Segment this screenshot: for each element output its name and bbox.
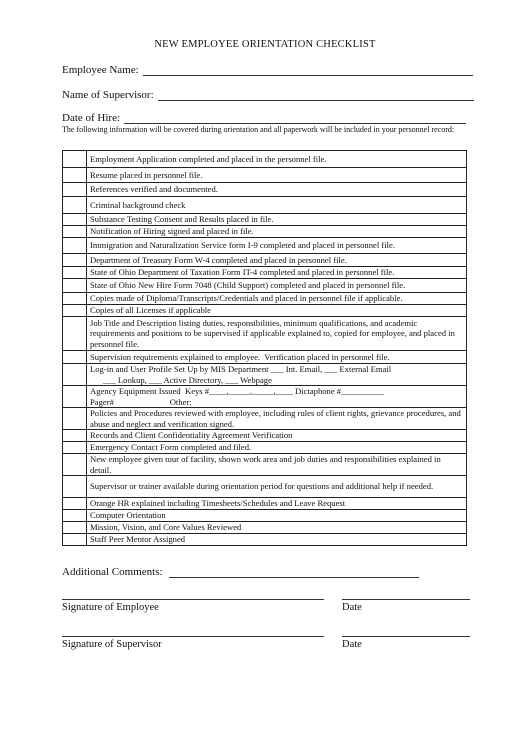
additional-comments-label: Additional Comments:	[62, 566, 163, 578]
checklist-item-text: New employee given tour of facility, shown work area and job duties and responsibilities explained in detail.	[87, 454, 467, 476]
checkbox-cell[interactable]	[63, 430, 87, 442]
checklist-item-text: Job Title and Description listing duties, responsibilities, minimum qualifications, and academic requirements and positions to be supervised if applicable explained to, copied for employee, and placed in personnel file.	[87, 317, 467, 351]
employee-signature-line[interactable]	[62, 599, 324, 600]
checklist-item-text: Supervision requirements explained to employee. Verification placed in personnel file.	[87, 351, 467, 364]
checklist-item-text: Supervisor or trainer available during orientation period for questions and additional help if needed.	[87, 476, 467, 498]
supervisor-signature-label: Signature of Supervisor	[62, 639, 162, 650]
checklist-row	[63, 364, 467, 386]
intro-text: The following information will be covered during orientation and all paperwork will be included in your personnel record:	[62, 125, 455, 134]
checklist-row	[63, 408, 467, 430]
checklist-row	[63, 238, 467, 254]
checklist-row	[63, 279, 467, 293]
checklist-item-text: Resume placed in personnel file.	[87, 168, 467, 183]
checklist-item-text: Orange HR explained including Timesheets/Schedules and Leave Request	[87, 498, 467, 510]
checkbox-cell[interactable]	[63, 364, 87, 386]
checklist-row	[63, 183, 467, 197]
checkbox-cell[interactable]	[63, 279, 87, 293]
checkbox-cell[interactable]	[63, 498, 87, 510]
additional-comments-line[interactable]	[169, 566, 419, 578]
checkbox-cell[interactable]	[63, 534, 87, 546]
checkbox-cell[interactable]	[63, 226, 87, 238]
checkbox-cell[interactable]	[63, 214, 87, 226]
checkbox-cell[interactable]	[63, 408, 87, 430]
checkbox-cell[interactable]	[63, 238, 87, 254]
supervisor-name-field[interactable]	[62, 89, 474, 101]
checklist-item-text: Substance Testing Consent and Results placed in file.	[87, 214, 467, 226]
checklist-item-text: Immigration and Naturalization Service form I-9 completed and placed in personnel file.	[87, 238, 467, 254]
checkbox-cell[interactable]	[63, 305, 87, 317]
checklist-item-text: Emergency Contact Form completed and filed.	[87, 442, 467, 454]
checklist-row	[63, 442, 467, 454]
supervisor-name-label: Name of Supervisor:	[62, 89, 154, 101]
checkbox-cell[interactable]	[63, 151, 87, 168]
employee-date-line[interactable]	[342, 599, 470, 600]
checklist-item-text: Agency Equipment Issued Keys #____,_____,_____,____ Dictaphone #__________ Pager# Other:	[87, 386, 467, 408]
supervisor-date-line[interactable]	[342, 636, 470, 637]
checklist-item-text: Department of Treasury Form W-4 completed and placed in personnel file.	[87, 254, 467, 267]
employee-name-field[interactable]	[62, 64, 473, 76]
checkbox-cell[interactable]	[63, 168, 87, 183]
supervisor-name-line[interactable]	[158, 89, 474, 101]
checklist-row	[63, 317, 467, 351]
checkbox-cell[interactable]	[63, 522, 87, 534]
checklist-item-text: Criminal background check	[87, 197, 467, 214]
checklist-row	[63, 151, 467, 168]
checklist-item-text: References verified and documented.	[87, 183, 467, 197]
checklist-item-text: Copies made of Diploma/Transcripts/Credentials and placed in personnel file if applicable.	[87, 293, 467, 305]
date-of-hire-field[interactable]	[62, 112, 466, 124]
checklist-item-text: Staff Peer Mentor Assigned	[87, 534, 467, 546]
checklist-row	[63, 197, 467, 214]
checkbox-cell[interactable]	[63, 386, 87, 408]
checkbox-cell[interactable]	[63, 442, 87, 454]
checkbox-cell[interactable]	[63, 197, 87, 214]
checklist-item-text: Computer Orientation	[87, 510, 467, 522]
checklist-item-text: Mission, Vision, and Core Values Reviewed	[87, 522, 467, 534]
checkbox-cell[interactable]	[63, 317, 87, 351]
checkbox-cell[interactable]	[63, 454, 87, 476]
checklist-row	[63, 386, 467, 408]
checklist-item-text: Log-in and User Profile Set Up by MIS Department ___ Int. Email, ___ External Email ___ Lookup, ___ Active Directory, ___ Webpage	[87, 364, 467, 386]
checkbox-cell[interactable]	[63, 183, 87, 197]
checklist-row	[63, 351, 467, 364]
checklist-item-text: State of Ohio New Hire Form 7048 (Child Support) completed and placed in personnel file.	[87, 279, 467, 293]
checklist-row	[63, 168, 467, 183]
checkbox-cell[interactable]	[63, 510, 87, 522]
checklist-row	[63, 293, 467, 305]
checkbox-cell[interactable]	[63, 254, 87, 267]
checklist-row	[63, 214, 467, 226]
date-of-hire-line[interactable]	[124, 112, 466, 124]
checkbox-cell[interactable]	[63, 476, 87, 498]
supervisor-signature-line[interactable]	[62, 636, 324, 637]
employee-signature-label: Signature of Employee	[62, 602, 159, 613]
checkbox-cell[interactable]	[63, 267, 87, 279]
checkbox-cell[interactable]	[63, 351, 87, 364]
checklist-row	[63, 305, 467, 317]
checklist-row	[63, 510, 467, 522]
checklist-item-text: Employment Application completed and placed in the personnel file.	[87, 151, 467, 168]
date-of-hire-label: Date of Hire:	[62, 112, 121, 124]
checkbox-cell[interactable]	[63, 293, 87, 305]
employee-name-label: Employee Name:	[62, 64, 139, 76]
additional-comments-field[interactable]	[62, 566, 419, 578]
checklist-row	[63, 454, 467, 476]
checklist-row	[63, 226, 467, 238]
checklist-item-text: State of Ohio Department of Taxation Form IT-4 completed and placed in personnel file.	[87, 267, 467, 279]
supervisor-date-label: Date	[342, 639, 362, 650]
checklist-row	[63, 267, 467, 279]
checklist-row	[63, 522, 467, 534]
page-title: NEW EMPLOYEE ORIENTATION CHECKLIST	[154, 39, 376, 50]
checklist-row	[63, 498, 467, 510]
checklist-item-text: Copies of all Licenses if applicable	[87, 305, 467, 317]
checklist-row	[63, 254, 467, 267]
checklist-row	[63, 534, 467, 546]
checklist-item-text: Notification of Hiring signed and placed in file.	[87, 226, 467, 238]
employee-name-line[interactable]	[143, 64, 473, 76]
checklist-table	[62, 150, 467, 546]
checklist-row	[63, 430, 467, 442]
employee-date-label: Date	[342, 602, 362, 613]
checklist-item-text: Policies and Procedures reviewed with employee, including rules of client rights, grievance procedures, and abuse and neglect and verification signed.	[87, 408, 467, 430]
checklist-row	[63, 476, 467, 498]
checklist-item-text: Records and Client Confidentiality Agreement Verification	[87, 430, 467, 442]
